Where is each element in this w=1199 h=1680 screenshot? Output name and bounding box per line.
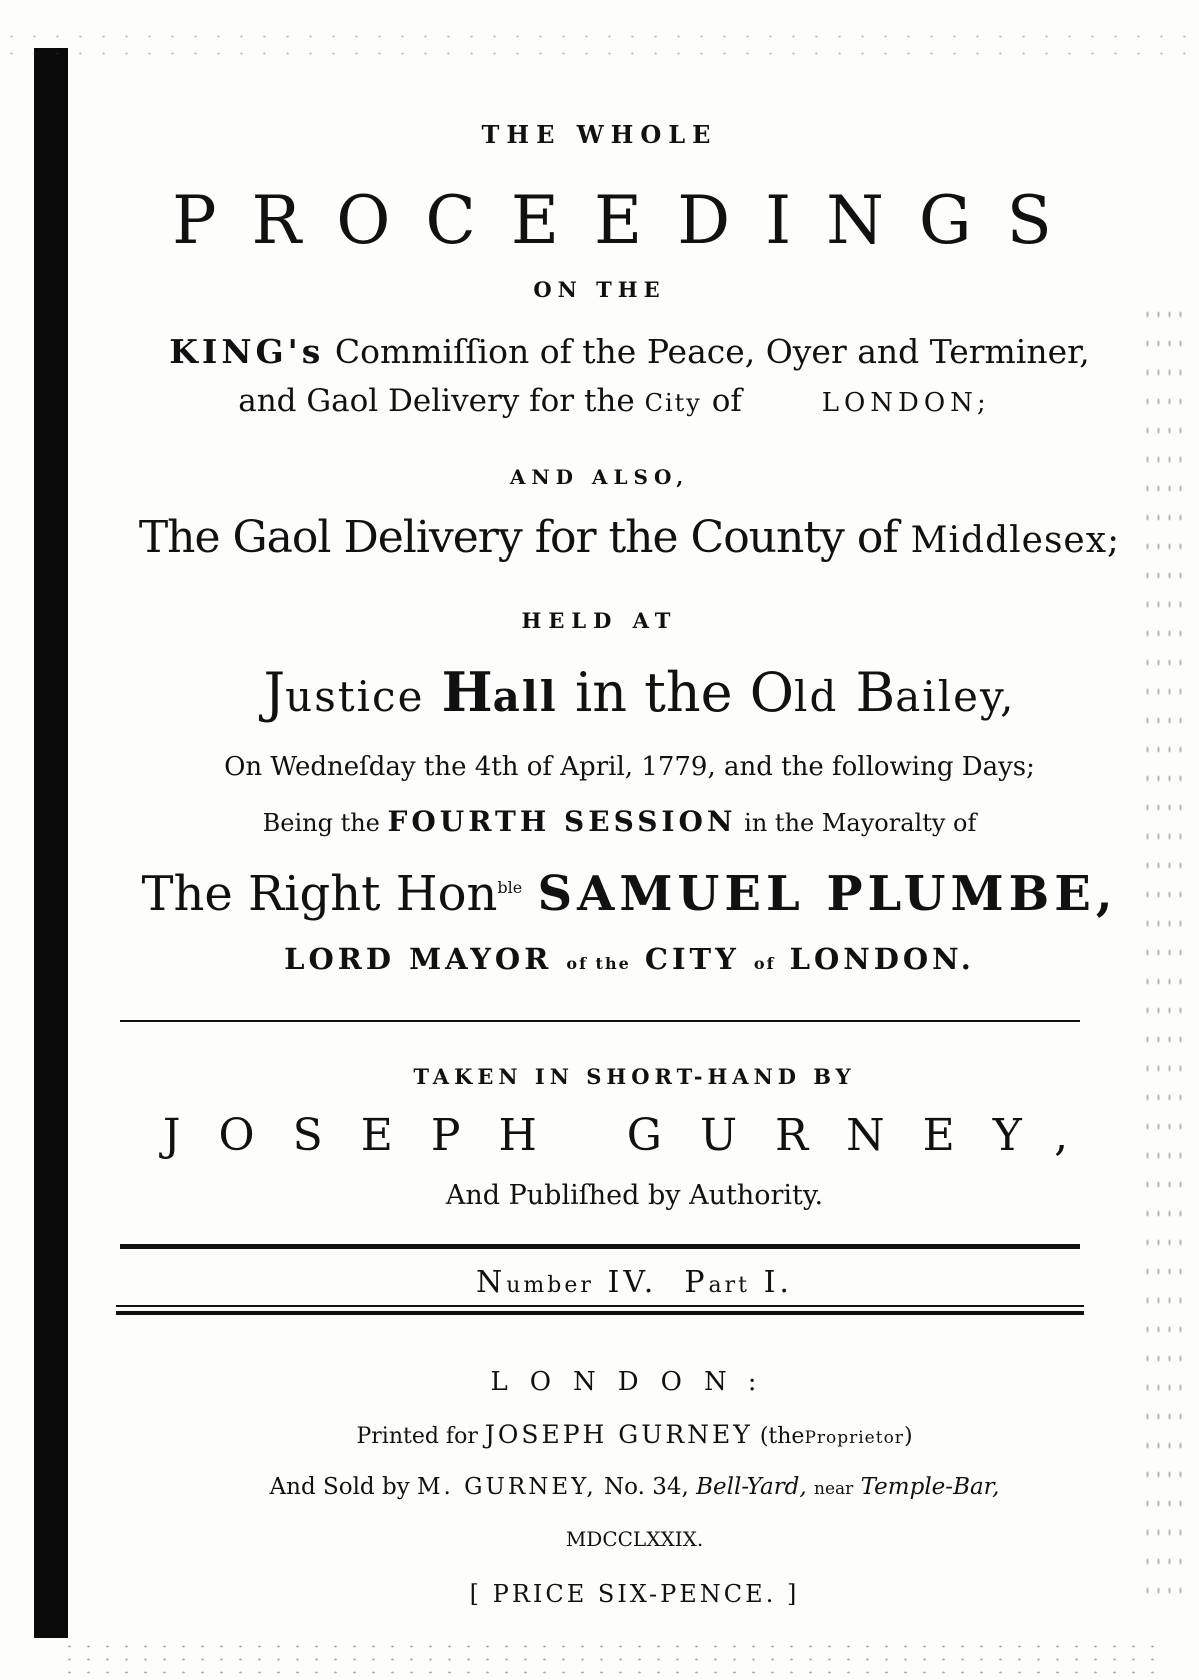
justice-hall-line (0, 660, 1199, 724)
sold-by-text: And Sold by (269, 1474, 410, 1500)
number-initial: N (476, 1265, 507, 1300)
part-value: I. (763, 1265, 793, 1300)
address-number: No. 34, (604, 1474, 689, 1500)
county-line (0, 512, 1199, 563)
imprint-year: MDCCLXXIX. (565, 1527, 704, 1551)
printer-name: JOSEPH GURNEY (484, 1420, 753, 1449)
imprint-city: LONDON: (490, 1367, 779, 1397)
fourth-session: FOURTH SESSION (387, 805, 737, 838)
being-text: Being the (262, 809, 380, 837)
county-text: The Gaol Delivery for the County of (138, 512, 898, 563)
old-rest: ld (794, 672, 839, 721)
hall-rest: all (492, 672, 558, 721)
scan-noise-top (0, 28, 1199, 58)
middlesex-word: Middlesex; (910, 520, 1121, 561)
reporter-name: JOSEPH GURNEY, (162, 1110, 1107, 1161)
date-line: On Wedneſday the 4th of April, 1779, and the following Days; (224, 752, 1035, 782)
gaol-text: and Gaol Delivery for the (238, 383, 635, 419)
heading-on-the: ON THE (533, 277, 666, 302)
justice-rest: ustice (285, 672, 425, 721)
heading-held-at: HELD AT (521, 608, 678, 633)
scan-noise-bottom (60, 1640, 1160, 1680)
the-text: (the (759, 1424, 805, 1449)
bailey-rest: ailey, (895, 672, 1016, 721)
of-word: of (711, 383, 742, 419)
of-small: of (753, 954, 776, 973)
justice-initial: J (263, 661, 286, 724)
number-rest: umber (506, 1273, 594, 1298)
session-line (0, 805, 1199, 838)
price-line: [ PRICE SIX-PENCE. ] (469, 1580, 800, 1608)
mayoralty-text: in the Mayoralty of (744, 809, 977, 837)
number-value: IV. (607, 1265, 658, 1300)
lord-mayor-title: LORD MAYOR (284, 942, 553, 976)
hall-initial: H (441, 660, 493, 724)
honorific-superscript: ble (497, 878, 523, 897)
city-caps: CITY (644, 942, 740, 976)
commission-text: Commiſſion of the Peace, Oyer and Terminer, (334, 332, 1090, 371)
printed-for-line (0, 1420, 1199, 1449)
bailey-initial: B (855, 661, 896, 724)
heading-the-whole: THE WHOLE (481, 120, 718, 149)
street-name: Bell-Yard, (696, 1474, 807, 1500)
printed-for-text: Printed for (356, 1424, 478, 1449)
divider-rule (120, 1020, 1080, 1022)
gaol-delivery-line (0, 383, 1199, 419)
number-part-line (0, 1265, 1199, 1300)
sold-by-line (0, 1474, 1199, 1500)
landmark-name: Temple-Bar, (860, 1474, 1000, 1500)
kings-word: KING's (169, 332, 325, 371)
divider-rule-thick (120, 1244, 1080, 1249)
old-initial: O (749, 661, 795, 724)
right-hon-text: The Right Hon (141, 866, 498, 922)
city-word: City (644, 389, 702, 417)
mayor-name: SAMUEL PLUMBE, (537, 866, 1118, 922)
commission-line (0, 332, 1199, 371)
lord-mayor-line (0, 942, 1199, 976)
part-rest: art (708, 1273, 751, 1298)
divider-rule-double-top (116, 1305, 1084, 1307)
near-word: near (814, 1479, 854, 1499)
divider-rule-double-bottom (116, 1311, 1084, 1315)
in-the-text: in the (574, 661, 733, 724)
heading-and-also: AND ALSO, (509, 465, 690, 489)
london-word: LONDON; (821, 388, 991, 418)
close-paren: ) (903, 1424, 913, 1449)
shorthand-line: TAKEN IN SHORT-HAND BY (413, 1064, 856, 1089)
seller-name: M. GURNEY, (417, 1474, 597, 1500)
heading-proceedings: PROCEEDINGS (172, 182, 1087, 259)
proprietor-word: Proprietor (804, 1428, 904, 1448)
of-the-small: of the (566, 954, 631, 973)
mayor-name-line (0, 866, 1199, 922)
published-line: And Publiſhed by Authority. (445, 1180, 824, 1211)
part-initial: P (684, 1265, 709, 1300)
london-caps: LONDON. (789, 942, 975, 976)
